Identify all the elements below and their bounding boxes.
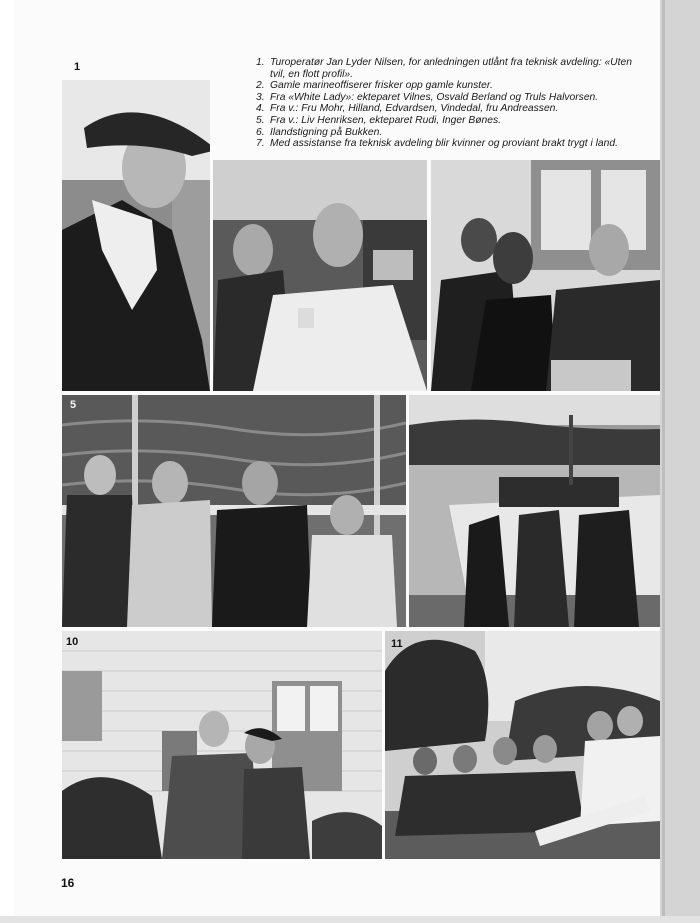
page-number: 16 xyxy=(61,876,75,890)
photo-number-5: 5 xyxy=(70,399,77,411)
caption-item: 3. Fra «White Lady»: ekteparet Vilnes, Osvald Berland og Truls Halvorsen. xyxy=(256,91,599,103)
caption-list xyxy=(256,57,646,150)
caption-item: 7. Med assistanse fra teknisk avdeling blir kvinner og proviant brakt trygt i land. xyxy=(256,138,618,150)
caption-item: 4. Fra v.: Fru Mohr, Hilland, Edvardsen, Vindedal, fru Andreassen. xyxy=(256,103,559,115)
caption-item: 1. Turoperatør Jan Lyder Nilsen, for anledningen utlånt fra teknisk avdeling: «Uten tvil, en flott profil». xyxy=(256,57,632,80)
caption-item: 2. Gamle marineoffiserer frisker opp gamle kunster. xyxy=(256,80,493,92)
photo-10-two-men-by-house xyxy=(62,631,382,859)
photo-2-officers xyxy=(213,160,427,391)
photo-11-group-on-wall xyxy=(385,631,660,859)
page-bottom-edge xyxy=(0,916,700,923)
photo-5-people-on-deck xyxy=(62,395,406,627)
caption-item: 6. Ilandstigning på Bukken. xyxy=(256,126,383,138)
page-edge xyxy=(660,0,700,923)
photo-number-10: 10 xyxy=(66,636,79,648)
photo-number-11: 11 xyxy=(391,638,403,650)
photo-3-white-lady-passengers xyxy=(431,160,660,391)
photo-number-1: 1 xyxy=(74,61,81,73)
photo-1-man-in-cap xyxy=(62,80,210,391)
photo-boat-at-pier xyxy=(409,395,660,627)
caption-item: 5. Fra v.: Liv Henriksen, ekteparet Rudi, Inger Bønes. xyxy=(256,114,502,126)
